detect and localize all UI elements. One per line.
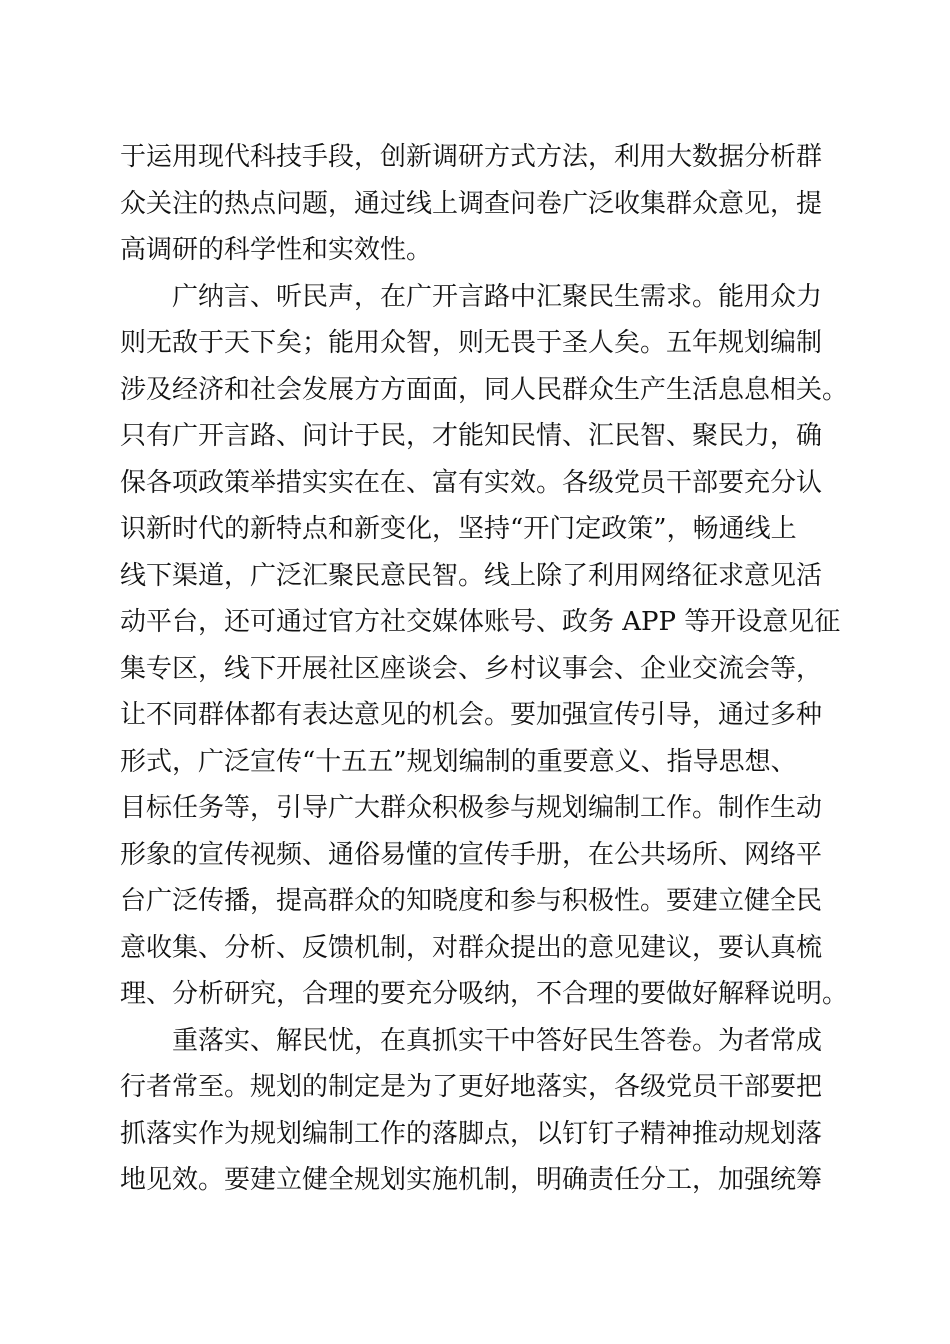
text-line: 识新时代的新特点和新变化，坚持“开门定政策”，畅通线上: [120, 514, 797, 544]
text-line: 形式，广泛宣传“十五五”规划编制的重要意义、指导思想、: [120, 746, 797, 777]
text-line: 形象的宣传视频、通俗易懂的宣传手册，在公共场所、网络平: [120, 839, 823, 870]
text-line: 理、分析研究，合理的要充分吸纳，不合理的要做好解释说明。: [120, 979, 849, 1009]
text-line: 地见效。要建立健全规划实施机制，明确责任分工，加强统筹: [120, 1165, 823, 1195]
text-line: 高调研的科学性和实效性。: [120, 235, 433, 265]
text-line: 集专区，线下开展社区座谈会、乡村议事会、企业交流会等，: [120, 653, 823, 684]
text-line: 只有广开言路、问计于民，才能知民情、汇民智、聚民力，确: [120, 421, 823, 451]
document-body: [120, 134, 849, 1204]
text-line: 抓落实作为规划编制工作的落脚点，以钉钉子精神推动规划落: [120, 1118, 823, 1149]
text-line: 于运用现代科技手段，创新调研方式方法，利用大数据分析群: [120, 142, 823, 172]
text-line: 涉及经济和社会发展方方面面，同人民群众生产生活息息相关。: [120, 374, 849, 405]
text-line: 众关注的热点问题，通过线上调查问卷广泛收集群众意见，提: [120, 188, 823, 219]
text-line: 目标任务等，引导广大群众积极参与规划编制工作。制作生动: [120, 793, 823, 823]
paragraph-start-line: 重落实、解民忧，在真抓实干中答好民生答卷。为者常成: [172, 1025, 823, 1056]
text-line: 让不同群体都有表达意见的机会。要加强宣传引导，通过多种: [120, 700, 823, 730]
text-line: 意收集、分析、反馈机制，对群众提出的意见建议，要认真梳: [120, 932, 823, 963]
text-line: 线下渠道，广泛汇聚民意民智。线上除了利用网络征求意见活: [120, 560, 823, 591]
text-line: 动平台，还可通过官方社交媒体账号、政务 APP 等开设意见征: [120, 607, 841, 637]
text-line: 台广泛传播，提高群众的知晓度和参与积极性。要建立健全民: [120, 886, 823, 916]
text-line: 则无敌于天下矣；能用众智，则无畏于圣人矣。五年规划编制: [120, 328, 823, 358]
paragraph-start-line: 广纳言、听民声，在广开言路中汇聚民生需求。能用众力: [172, 281, 823, 312]
text-line: 行者常至。规划的制定是为了更好地落实，各级党员干部要把: [120, 1072, 823, 1102]
text-line: 保各项政策举措实实在在、富有实效。各级党员干部要充分认: [120, 467, 823, 498]
